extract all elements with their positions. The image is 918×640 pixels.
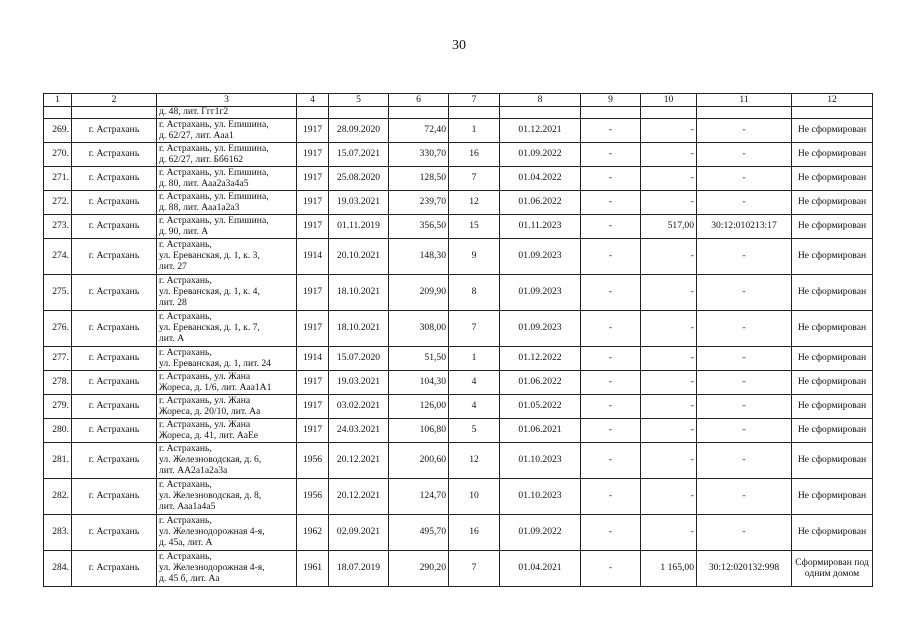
address-line: д. 45а, лит. А xyxy=(159,536,213,548)
city-cell: г. Астрахань xyxy=(72,443,157,479)
cadastral-number-cell: - xyxy=(697,515,792,551)
city-cell: г. Астрахань xyxy=(72,143,157,167)
status-cell xyxy=(792,143,873,167)
area-cell: 128,50 xyxy=(389,167,449,191)
address-line: лит. А xyxy=(159,332,185,344)
date-cell: 03.02.2021 xyxy=(329,395,389,419)
column-9-cell: - xyxy=(581,443,641,479)
column-header: 4 xyxy=(297,94,329,107)
quantity-cell: 5 xyxy=(449,419,500,443)
status-line: Не сформирован xyxy=(797,196,867,208)
date-cell: 25.08.2020 xyxy=(329,167,389,191)
deadline-cell: 01.05.2022 xyxy=(500,395,581,419)
date-cell: 01.11.2019 xyxy=(329,215,389,239)
area-cell: 148,30 xyxy=(389,239,449,275)
quantity-cell: 12 xyxy=(449,443,500,479)
address-line: г. Астрахань, xyxy=(159,551,212,563)
address-cell xyxy=(157,551,297,587)
date-cell: 15.07.2021 xyxy=(329,143,389,167)
year-cell: 1961 xyxy=(297,551,329,587)
address-line: г. Астрахань, xyxy=(159,346,212,358)
year-cell: 1917 xyxy=(297,167,329,191)
address-line: д. 62/27, лит. Бб6162 xyxy=(159,153,244,165)
address-line: д. 80, лит. Ааа2а3а4а5 xyxy=(159,177,249,189)
status-line: Не сформирован xyxy=(797,148,867,160)
status-line: Не сформирован xyxy=(797,124,867,136)
address-line: Жореса, д. 1/6, лит. Ааа1А1 xyxy=(159,381,272,393)
table-row xyxy=(44,371,873,395)
address-line: г. Астрахань, ул. Епишина, xyxy=(159,190,269,202)
date-cell: 19.03.2021 xyxy=(329,191,389,215)
area-cell: 356,50 xyxy=(389,215,449,239)
address-line: Жореса, д. 20/10, лит. Аа xyxy=(159,405,261,417)
address-cell xyxy=(157,239,297,275)
city-cell: г. Астрахань xyxy=(72,215,157,239)
year-cell: 1956 xyxy=(297,443,329,479)
column-9-cell: - xyxy=(581,143,641,167)
status-cell xyxy=(792,347,873,371)
status-line: Не сформирован xyxy=(797,424,867,436)
address-line: ул. Железнодорожная 4-я, xyxy=(159,526,265,538)
address-line: ул. Ереванская, д. 1, лит. 24 xyxy=(159,357,271,369)
deadline-cell: 01.11.2023 xyxy=(500,215,581,239)
deadline-cell: 01.10.2023 xyxy=(500,479,581,515)
status-cell xyxy=(792,371,873,395)
deadline-cell: 01.09.2022 xyxy=(500,143,581,167)
address-cell xyxy=(157,347,297,371)
deadline-cell: 01.06.2022 xyxy=(500,371,581,395)
status-cell xyxy=(792,479,873,515)
cadastral-number-cell: - xyxy=(697,311,792,347)
table-row xyxy=(44,515,873,551)
column-9-cell: - xyxy=(581,479,641,515)
table-row xyxy=(44,443,873,479)
column-header: 3 xyxy=(157,94,297,107)
address-cell xyxy=(157,143,297,167)
address-line: лит. АА2а1а2а3а xyxy=(159,464,228,476)
quantity-cell: 7 xyxy=(449,311,500,347)
cadastral-number-cell: - xyxy=(697,419,792,443)
row-number-cell: 277. xyxy=(44,347,72,371)
quantity-cell: 10 xyxy=(449,479,500,515)
city-cell: г. Астрахань xyxy=(72,167,157,191)
column-10-cell: - xyxy=(641,443,697,479)
address-line: д. 62/27, лит. Ааа1 xyxy=(159,129,234,141)
quantity-cell: 7 xyxy=(449,551,500,587)
area-cell: 239,70 xyxy=(389,191,449,215)
year-cell: 1914 xyxy=(297,239,329,275)
year-cell: 1917 xyxy=(297,275,329,311)
column-10-cell: - xyxy=(641,395,697,419)
column-10-cell: - xyxy=(641,275,697,311)
header-row xyxy=(44,94,873,107)
address-line: г. Астрахань, ул. Епишина, xyxy=(159,214,269,226)
status-cell xyxy=(792,551,873,587)
address-line: г. Астрахань, ул. Жана xyxy=(159,394,251,406)
city-cell: г. Астрахань xyxy=(72,479,157,515)
year-cell: 1917 xyxy=(297,215,329,239)
deadline-cell: 01.06.2022 xyxy=(500,191,581,215)
column-9-cell: - xyxy=(581,551,641,587)
address-cell xyxy=(157,167,297,191)
column-9-cell: - xyxy=(581,215,641,239)
status-cell xyxy=(792,191,873,215)
address-line: г. Астрахань, ул. Жана xyxy=(159,370,251,382)
quantity-cell: 16 xyxy=(449,515,500,551)
quantity-cell: 12 xyxy=(449,191,500,215)
column-header: 5 xyxy=(329,94,389,107)
date-cell: 20.12.2021 xyxy=(329,443,389,479)
year-cell: 1917 xyxy=(297,311,329,347)
column-10-cell: - xyxy=(641,347,697,371)
year-cell: 1917 xyxy=(297,395,329,419)
city-cell: г. Астрахань xyxy=(72,419,157,443)
status-cell xyxy=(792,119,873,143)
date-cell: 24.03.2021 xyxy=(329,419,389,443)
address-cell xyxy=(157,371,297,395)
quantity-cell: 1 xyxy=(449,119,500,143)
year-cell: 1914 xyxy=(297,347,329,371)
date-cell: 19.03.2021 xyxy=(329,371,389,395)
table-row xyxy=(44,275,873,311)
column-9-cell: - xyxy=(581,119,641,143)
column-10-cell: - xyxy=(641,143,697,167)
column-header: 6 xyxy=(389,94,449,107)
status-cell xyxy=(792,167,873,191)
status-cell xyxy=(792,311,873,347)
column-header: 9 xyxy=(581,94,641,107)
cadastral-number-cell: - xyxy=(697,479,792,515)
area-cell: 106,80 xyxy=(389,419,449,443)
address-cell xyxy=(157,479,297,515)
column-header: 12 xyxy=(792,94,873,107)
year-cell: 1917 xyxy=(297,119,329,143)
date-cell: 20.10.2021 xyxy=(329,239,389,275)
city-cell: г. Астрахань xyxy=(72,347,157,371)
row-number-cell: 274. xyxy=(44,239,72,275)
table-row xyxy=(44,347,873,371)
address-cell xyxy=(157,395,297,419)
column-10-cell: 1 165,00 xyxy=(641,551,697,587)
cadastral-number-cell: 30:12:020132:998 xyxy=(697,551,792,587)
quantity-cell: 4 xyxy=(449,371,500,395)
cadastral-number-cell: - xyxy=(697,371,792,395)
area-cell: 104,30 xyxy=(389,371,449,395)
status-cell xyxy=(792,419,873,443)
year-cell: 1956 xyxy=(297,479,329,515)
column-header: 10 xyxy=(641,94,697,107)
column-header: 8 xyxy=(500,94,581,107)
year-cell: 1962 xyxy=(297,515,329,551)
city-cell: г. Астрахань xyxy=(72,515,157,551)
quantity-cell: 4 xyxy=(449,395,500,419)
year-cell: 1917 xyxy=(297,371,329,395)
cadastral-number-cell: - xyxy=(697,347,792,371)
status-cell xyxy=(792,275,873,311)
address-line: г. Астрахань, ул. Жана xyxy=(159,418,251,430)
cadastral-number-cell: - xyxy=(697,119,792,143)
quantity-cell: 9 xyxy=(449,239,500,275)
address-line: г. Астрахань, xyxy=(159,443,212,455)
address-cell xyxy=(157,191,297,215)
column-9-cell: - xyxy=(581,371,641,395)
cadastral-number-cell: - xyxy=(697,191,792,215)
date-cell: 20.12.2021 xyxy=(329,479,389,515)
date-cell: 02.09.2021 xyxy=(329,515,389,551)
row-number-cell: 279. xyxy=(44,395,72,419)
page-number: 30 xyxy=(452,38,466,53)
address-line: лит. 28 xyxy=(159,296,187,308)
column-9-cell: - xyxy=(581,239,641,275)
area-cell: 330,70 xyxy=(389,143,449,167)
cadastral-number-cell: - xyxy=(697,395,792,419)
status-line: Не сформирован xyxy=(797,400,867,412)
area-cell: 290,20 xyxy=(389,551,449,587)
status-line: Не сформирован xyxy=(797,352,867,364)
status-line: Не сформирован xyxy=(797,526,867,538)
column-9-cell: - xyxy=(581,347,641,371)
address-line: Жореса, д. 41, лит. АаЕе xyxy=(159,429,259,441)
table-row xyxy=(44,191,873,215)
deadline-cell: 01.09.2022 xyxy=(500,515,581,551)
address-cell xyxy=(157,311,297,347)
column-10-cell: 517,00 xyxy=(641,215,697,239)
address-line: г. Астрахань, xyxy=(159,515,212,527)
row-number-cell: 271. xyxy=(44,167,72,191)
deadline-cell: 01.09.2023 xyxy=(500,311,581,347)
address-line: ул. Ереванская, д. 1, к. 3, xyxy=(159,250,260,262)
address-cell xyxy=(157,275,297,311)
cadastral-number-cell: - xyxy=(697,275,792,311)
address-line: г. Астрахань, ул. Епишина, xyxy=(159,166,269,178)
year-cell: 1917 xyxy=(297,143,329,167)
date-cell: 15.07.2020 xyxy=(329,347,389,371)
city-cell: г. Астрахань xyxy=(72,311,157,347)
column-9-cell: - xyxy=(581,311,641,347)
column-9-cell: - xyxy=(581,191,641,215)
address-line: г. Астрахань, ул. Епишина, xyxy=(159,118,269,130)
date-cell: 18.07.2019 xyxy=(329,551,389,587)
address-line: г. Астрахань, xyxy=(159,311,212,323)
status-cell xyxy=(792,515,873,551)
cadastral-number-cell: 30:12:010213:17 xyxy=(697,215,792,239)
status-line: Не сформирован xyxy=(797,490,867,502)
status-line: Не сформирован xyxy=(797,250,867,262)
address-line: ул. Ереванская, д. 1, к. 4, xyxy=(159,286,260,298)
table-row xyxy=(44,119,873,143)
row-number-cell: 284. xyxy=(44,551,72,587)
column-10-cell: - xyxy=(641,191,697,215)
row-number-cell: 270. xyxy=(44,143,72,167)
address-line: ул. Железноводская, д. 8, xyxy=(159,490,262,502)
address-line: ул. Ереванская, д. 1, к. 7, xyxy=(159,322,260,334)
column-10-cell: - xyxy=(641,119,697,143)
area-cell: 495,70 xyxy=(389,515,449,551)
address-line: г. Астрахань, xyxy=(159,275,212,287)
area-cell: 200,60 xyxy=(389,443,449,479)
deadline-cell: 01.09.2023 xyxy=(500,239,581,275)
column-10-cell: - xyxy=(641,419,697,443)
deadline-cell: 01.04.2022 xyxy=(500,167,581,191)
column-10-cell: - xyxy=(641,311,697,347)
area-cell: 51,50 xyxy=(389,347,449,371)
status-cell xyxy=(792,239,873,275)
deadline-cell: 01.12.2021 xyxy=(500,119,581,143)
row-number-cell: 282. xyxy=(44,479,72,515)
row-number-cell: 275. xyxy=(44,275,72,311)
table-row xyxy=(44,479,873,515)
deadline-cell: 01.09.2023 xyxy=(500,275,581,311)
row-number-cell: 278. xyxy=(44,371,72,395)
city-cell: г. Астрахань xyxy=(72,275,157,311)
quantity-cell: 1 xyxy=(449,347,500,371)
status-line: Сформирован под xyxy=(795,556,869,568)
status-line: Не сформирован xyxy=(797,376,867,388)
quantity-cell: 7 xyxy=(449,167,500,191)
address-cell xyxy=(157,515,297,551)
table-row xyxy=(44,215,873,239)
address-line: ул. Железнодорожная 4-я, xyxy=(159,562,265,574)
address-line: д. 88, лит. Ааа1а2а3 xyxy=(159,201,240,213)
column-9-cell: - xyxy=(581,167,641,191)
row-number-cell: 281. xyxy=(44,443,72,479)
cadastral-number-cell: - xyxy=(697,167,792,191)
city-cell: г. Астрахань xyxy=(72,551,157,587)
area-cell: 72,40 xyxy=(389,119,449,143)
status-line: Не сформирован xyxy=(797,454,867,466)
address-line: лит. Ааа1а4а5 xyxy=(159,500,216,512)
column-header: 7 xyxy=(449,94,500,107)
column-9-cell: - xyxy=(581,275,641,311)
cadastral-number-cell: - xyxy=(697,239,792,275)
city-cell: г. Астрахань xyxy=(72,395,157,419)
address-cell xyxy=(157,215,297,239)
column-9-cell: - xyxy=(581,395,641,419)
quantity-cell: 15 xyxy=(449,215,500,239)
registry-table xyxy=(43,93,873,587)
deadline-cell: 01.06.2021 xyxy=(500,419,581,443)
city-cell: г. Астрахань xyxy=(72,239,157,275)
address-line: г. Астрахань, ул. Епишина, xyxy=(159,142,269,154)
date-cell: 28.09.2020 xyxy=(329,119,389,143)
table-row xyxy=(44,239,873,275)
address-cell xyxy=(157,419,297,443)
row-number-cell: 273. xyxy=(44,215,72,239)
column-10-cell: - xyxy=(641,371,697,395)
deadline-cell: 01.12.2022 xyxy=(500,347,581,371)
area-cell: 308,00 xyxy=(389,311,449,347)
address-line: лит. 27 xyxy=(159,260,187,272)
address-line: ул. Железноводская, д. 6, xyxy=(159,454,262,466)
deadline-cell: 01.04.2021 xyxy=(500,551,581,587)
status-cell xyxy=(792,215,873,239)
column-header: 2 xyxy=(72,94,157,107)
table-row xyxy=(44,167,873,191)
status-line: Не сформирован xyxy=(797,220,867,232)
table-row xyxy=(44,395,873,419)
column-10-cell: - xyxy=(641,515,697,551)
status-line: Не сформирован xyxy=(797,322,867,334)
date-cell: 18.10.2021 xyxy=(329,275,389,311)
continuation-address: д. 48, лит. Ггг1г2 xyxy=(157,107,297,119)
column-9-cell: - xyxy=(581,515,641,551)
table-row xyxy=(44,143,873,167)
area-cell: 126,00 xyxy=(389,395,449,419)
column-header: 1 xyxy=(44,94,72,107)
deadline-cell: 01.10.2023 xyxy=(500,443,581,479)
row-number-cell: 280. xyxy=(44,419,72,443)
city-cell: г. Астрахань xyxy=(72,371,157,395)
city-cell: г. Астрахань xyxy=(72,191,157,215)
status-cell xyxy=(792,443,873,479)
cadastral-number-cell: - xyxy=(697,143,792,167)
quantity-cell: 16 xyxy=(449,143,500,167)
area-cell: 209,90 xyxy=(389,275,449,311)
address-line: г. Астрахань, xyxy=(159,479,212,491)
address-cell xyxy=(157,119,297,143)
status-line: Не сформирован xyxy=(797,172,867,184)
table-row xyxy=(44,551,873,587)
column-10-cell: - xyxy=(641,479,697,515)
year-cell: 1917 xyxy=(297,191,329,215)
table-row xyxy=(44,311,873,347)
row-number-cell: 269. xyxy=(44,119,72,143)
row-number-cell: 276. xyxy=(44,311,72,347)
cadastral-number-cell: - xyxy=(697,443,792,479)
row-number-cell: 283. xyxy=(44,515,72,551)
address-cell xyxy=(157,443,297,479)
status-line: Не сформирован xyxy=(797,286,867,298)
city-cell: г. Астрахань xyxy=(72,119,157,143)
date-cell: 18.10.2021 xyxy=(329,311,389,347)
status-line: одним домом xyxy=(804,567,860,579)
year-cell: 1917 xyxy=(297,419,329,443)
status-cell xyxy=(792,395,873,419)
address-line: д. 90, лит. А xyxy=(159,225,209,237)
quantity-cell: 8 xyxy=(449,275,500,311)
column-header: 11 xyxy=(697,94,792,107)
address-line: г. Астрахань, xyxy=(159,239,212,251)
column-10-cell: - xyxy=(641,239,697,275)
table-row xyxy=(44,419,873,443)
area-cell: 124,70 xyxy=(389,479,449,515)
continuation-row xyxy=(44,107,873,119)
row-number-cell: 272. xyxy=(44,191,72,215)
column-9-cell: - xyxy=(581,419,641,443)
address-line: д. 45 б, лит. Аа xyxy=(159,572,220,584)
column-10-cell: - xyxy=(641,167,697,191)
